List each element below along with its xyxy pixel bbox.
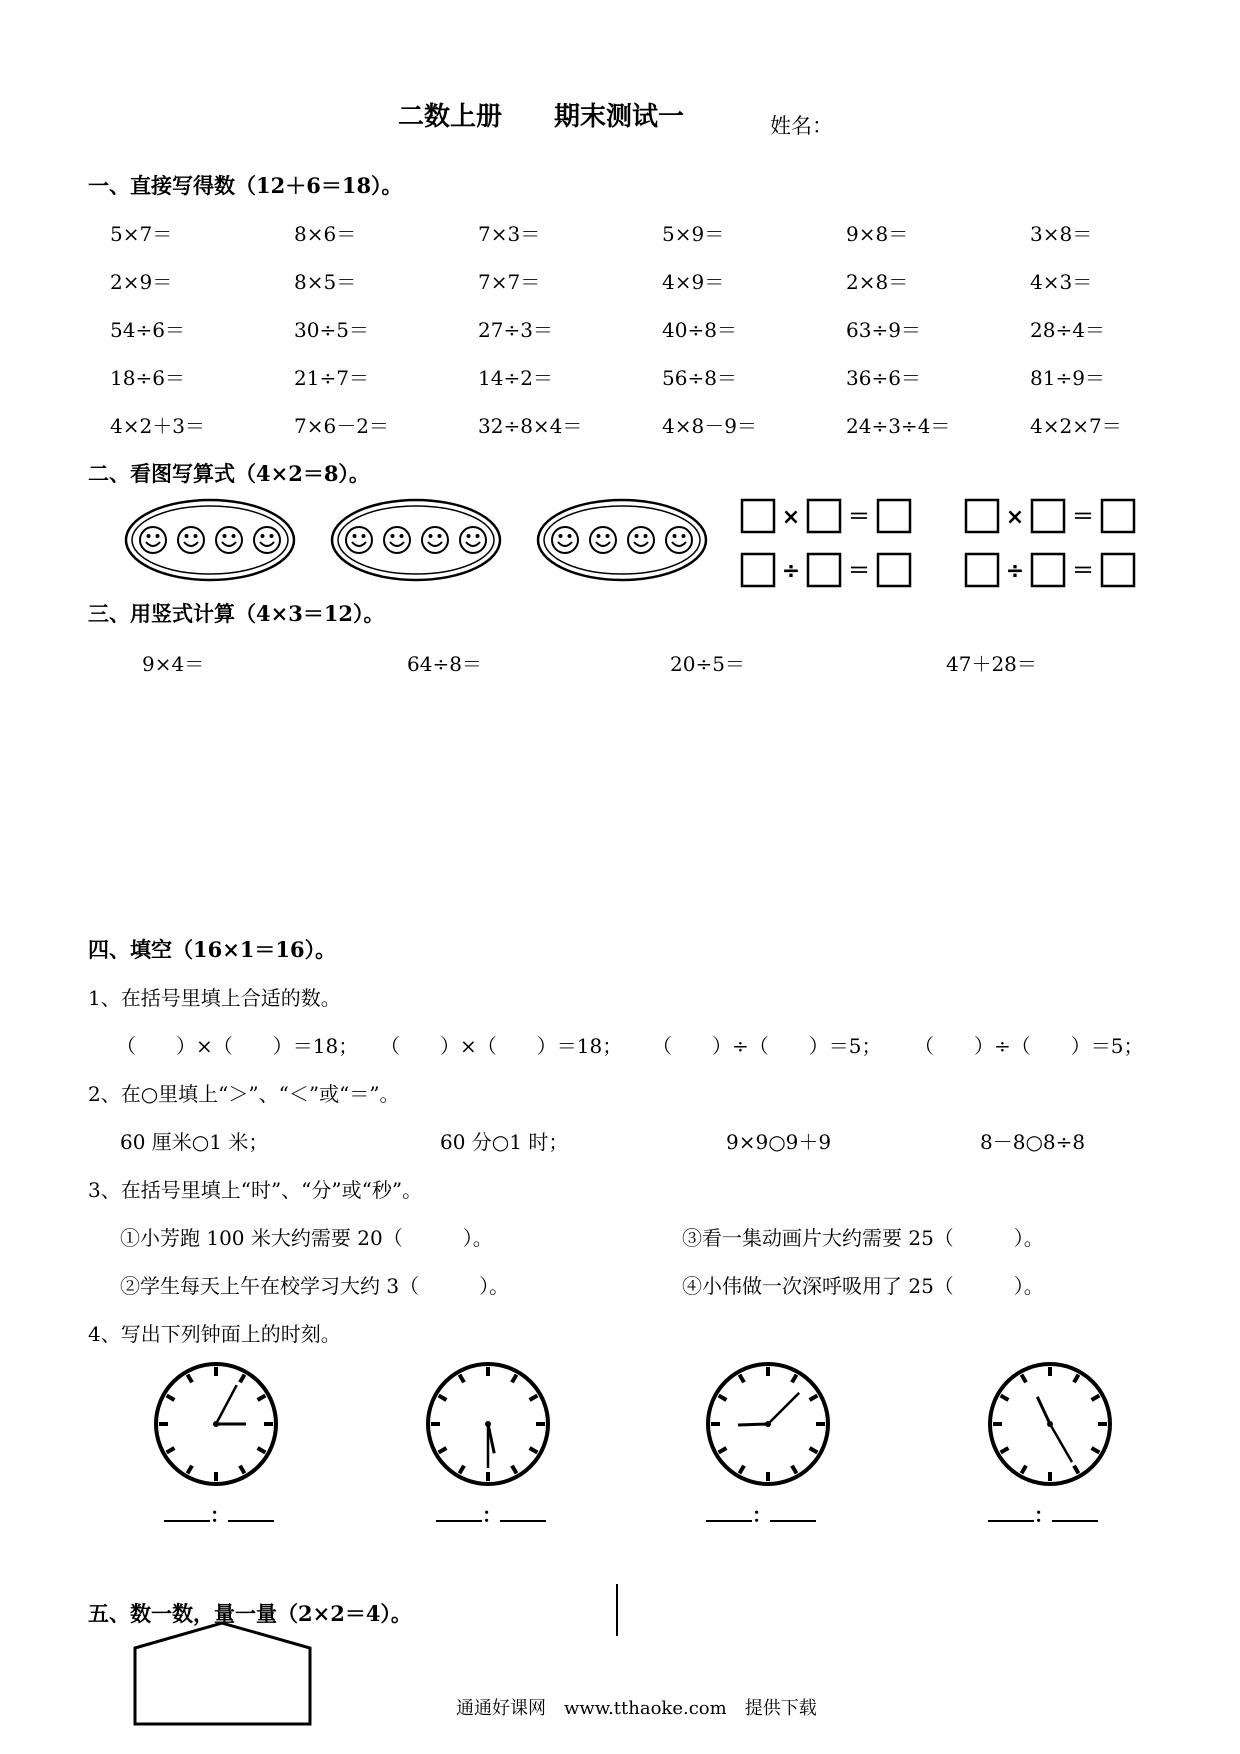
q4-label: 4、写出下列钟面上的时刻。 bbox=[88, 1322, 341, 1346]
clock-answer-3: ： bbox=[706, 1498, 816, 1528]
calc-item: 56÷8＝ bbox=[662, 366, 737, 390]
equals-sign: ＝ bbox=[847, 505, 871, 530]
minute-hand bbox=[768, 1393, 799, 1424]
equals-sign: ＝ bbox=[1071, 559, 1095, 584]
vertical-divider bbox=[616, 1584, 618, 1636]
calc-item: 7×6－2＝ bbox=[294, 414, 389, 438]
calc-item: 4×3＝ bbox=[1030, 270, 1093, 294]
calc-item: 8×6＝ bbox=[294, 222, 357, 246]
operator-sign: ÷ bbox=[781, 559, 801, 584]
q1-item-2: （ ）×（ ）＝18； bbox=[380, 1034, 623, 1058]
equals-sign: ＝ bbox=[1071, 505, 1095, 530]
q3-label: 3、在括号里填上“时”、“分”或“秒”。 bbox=[88, 1178, 423, 1202]
q2-item-3: 9×9○9＋9 bbox=[726, 1130, 832, 1154]
name-label: 姓名： bbox=[770, 114, 833, 138]
vertical-calc-3: 20÷5＝ bbox=[670, 652, 745, 676]
q1-item-4: （ ）÷（ ）＝5； bbox=[914, 1034, 1144, 1058]
section-3-heading: 三、用竖式计算（4×3＝12）。 bbox=[88, 601, 385, 626]
equals-sign: ＝ bbox=[847, 559, 871, 584]
clock-icon bbox=[990, 1364, 1110, 1484]
calc-item: 4×2×7＝ bbox=[1030, 414, 1122, 438]
calc-item: 63÷9＝ bbox=[846, 318, 921, 342]
clock-answer-2: ： bbox=[436, 1498, 546, 1528]
calc-item: 5×9＝ bbox=[662, 222, 725, 246]
minute-hand bbox=[216, 1385, 237, 1424]
calc-item: 2×8＝ bbox=[846, 270, 909, 294]
calc-item: 32÷8×4＝ bbox=[478, 414, 583, 438]
calc-item: 9×8＝ bbox=[846, 222, 909, 246]
clock-icon bbox=[428, 1364, 548, 1484]
section-5-heading: 五、数一数，量一量（2×2＝4）。 bbox=[88, 1601, 412, 1626]
clock-icon bbox=[708, 1364, 828, 1484]
operator-sign: × bbox=[781, 505, 801, 530]
calc-item: 3×8＝ bbox=[1030, 222, 1093, 246]
calc-item: 4×2＋3＝ bbox=[110, 414, 205, 438]
section-4-heading: 四、填空（16×1＝16）。 bbox=[88, 937, 337, 962]
operator-sign: ÷ bbox=[1005, 559, 1025, 584]
calc-item: 24÷3÷4＝ bbox=[846, 414, 951, 438]
q3-item-4: ④小伟做一次深呼吸用了 25（ ）。 bbox=[682, 1274, 1044, 1298]
calc-item: 5×7＝ bbox=[110, 222, 173, 246]
calc-item: 40÷8＝ bbox=[662, 318, 737, 342]
q2-item-4: 8－8○8÷8 bbox=[980, 1130, 1086, 1154]
calc-item: 4×9＝ bbox=[662, 270, 725, 294]
footer-source: 通通好课网 www.tthaoke.com 提供下载 bbox=[456, 1698, 817, 1719]
pentagon-house-shape bbox=[130, 1620, 330, 1730]
calc-item: 21÷7＝ bbox=[294, 366, 369, 390]
calc-item: 2×9＝ bbox=[110, 270, 173, 294]
calc-item: 14÷2＝ bbox=[478, 366, 553, 390]
q3-item-1: ①小芳跑 100 米大约需要 20（ ）。 bbox=[120, 1226, 493, 1250]
calc-item: 27÷3＝ bbox=[478, 318, 553, 342]
calc-item: 8×5＝ bbox=[294, 270, 357, 294]
q3-item-3: ③看一集动画片大约需要 25（ ）。 bbox=[682, 1226, 1044, 1250]
q2-label: 2、在○里填上“＞”、“＜”或“＝”。 bbox=[88, 1082, 400, 1106]
clock-icon bbox=[156, 1364, 276, 1484]
q1-label: 1、在括号里填上合适的数。 bbox=[88, 986, 341, 1010]
vertical-calc-1: 9×4＝ bbox=[142, 652, 205, 676]
section-2-heading: 二、看图写算式（4×2＝8）。 bbox=[88, 461, 370, 486]
calc-item: 4×8－9＝ bbox=[662, 414, 757, 438]
q1-item-1: （ ）×（ ）＝18； bbox=[116, 1034, 359, 1058]
calc-item: 36÷6＝ bbox=[846, 366, 921, 390]
section-1-heading: 一、直接写得数（12＋6＝18）。 bbox=[88, 173, 403, 198]
calc-item: 18÷6＝ bbox=[110, 366, 185, 390]
q3-item-2: ②学生每天上午在校学习大约 3（ ）。 bbox=[120, 1274, 510, 1298]
hour-hand bbox=[738, 1424, 768, 1425]
clock-answer-1: ： bbox=[164, 1498, 274, 1528]
calc-item: 81÷9＝ bbox=[1030, 366, 1105, 390]
vertical-calc-4: 47＋28＝ bbox=[946, 652, 1037, 676]
clock-answer-4: ： bbox=[988, 1498, 1098, 1528]
q2-item-2: 60 分○1 时； bbox=[440, 1130, 569, 1154]
hour-hand bbox=[1037, 1397, 1050, 1424]
q1-item-3: （ ）÷（ ）＝5； bbox=[652, 1034, 882, 1058]
q2-item-1: 60 厘米○1 米； bbox=[120, 1130, 269, 1154]
vertical-calc-2: 64÷8＝ bbox=[407, 652, 482, 676]
calc-item: 28÷4＝ bbox=[1030, 318, 1105, 342]
calc-item: 54÷6＝ bbox=[110, 318, 185, 342]
operator-sign: × bbox=[1005, 505, 1025, 530]
calc-item: 30÷5＝ bbox=[294, 318, 369, 342]
page-title: 二数上册 期末测试一 bbox=[398, 102, 685, 132]
calc-item: 7×3＝ bbox=[478, 222, 541, 246]
calc-item: 7×7＝ bbox=[478, 270, 541, 294]
minute-hand bbox=[1050, 1424, 1072, 1462]
